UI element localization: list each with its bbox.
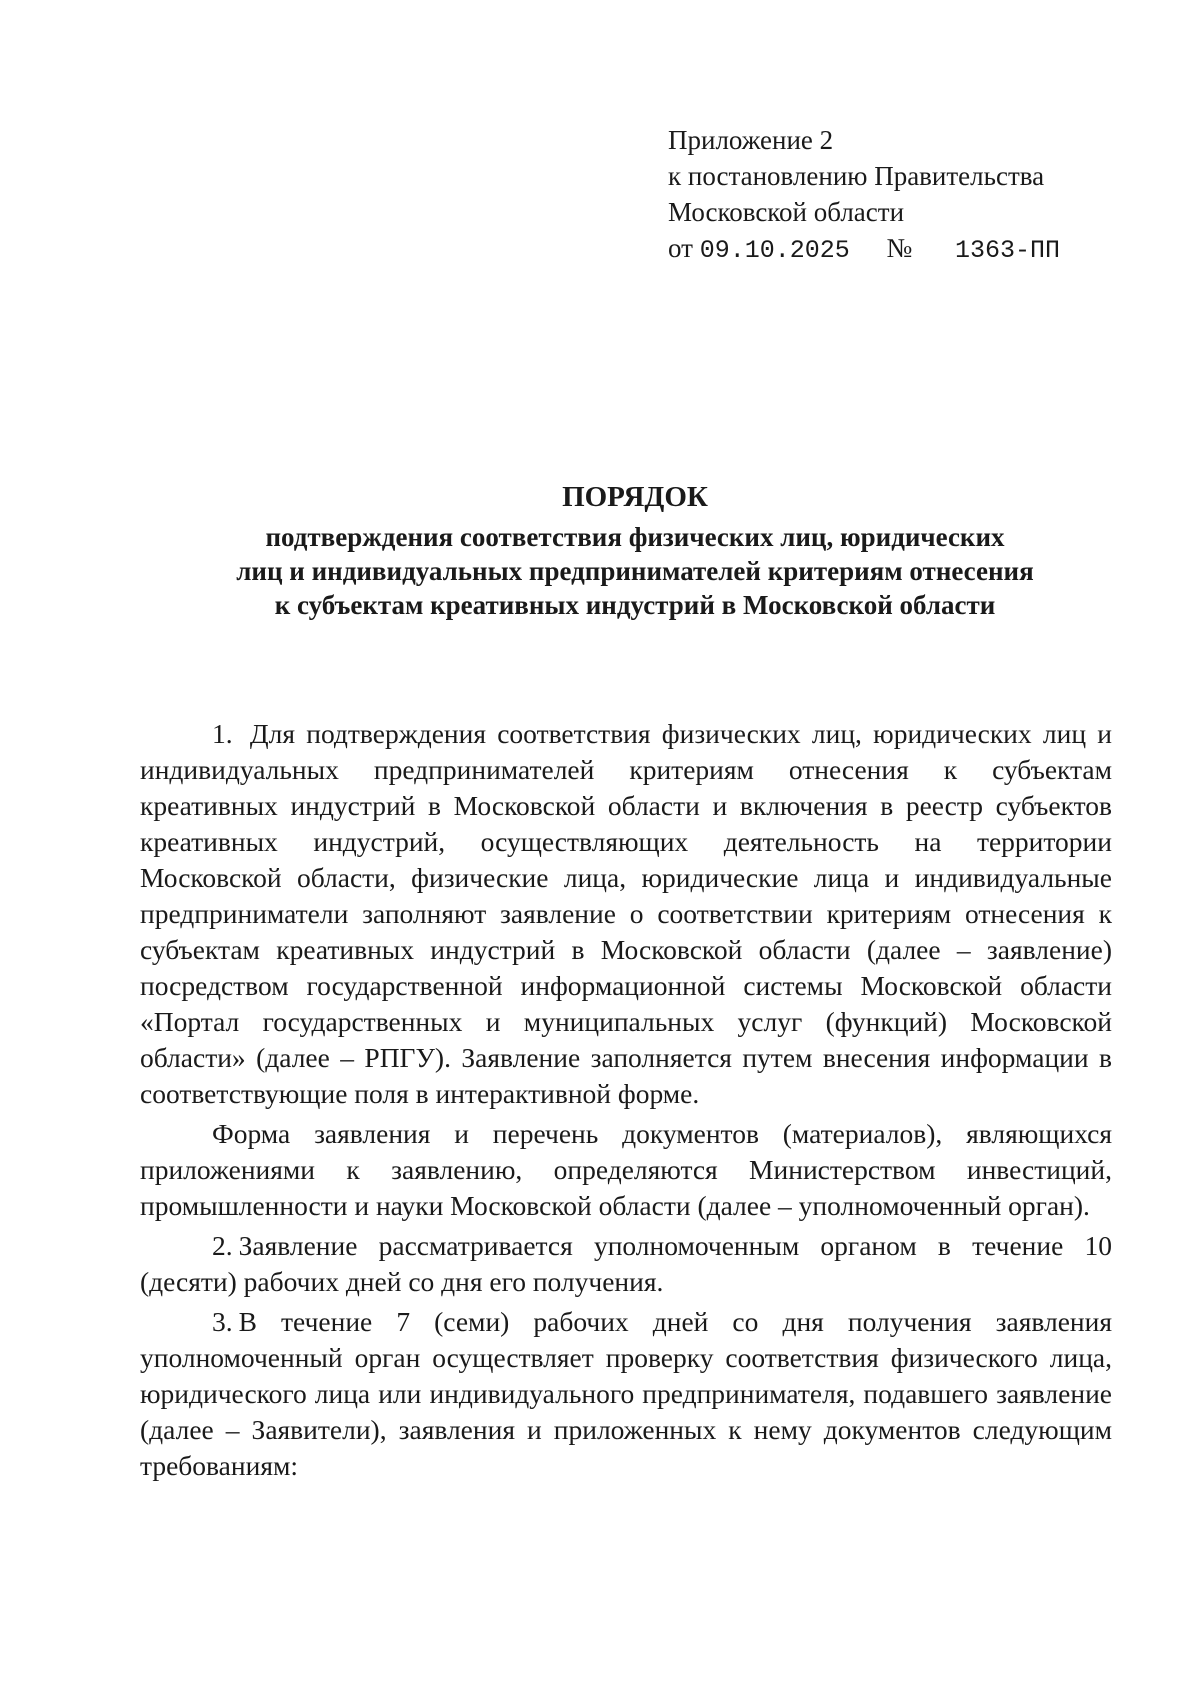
paragraph-2 xyxy=(140,1228,1112,1300)
paragraph-text: Для подтверждения соответствия физических лиц, юридических лиц и индивидуальных предпринимателей критериям отнесения к субъектам креативных индустрий в Московской области и включения в реестр субъектов креативных индустрий, осуществляющих деятельность на территории Московской области, физические лица, юридические лица и индивидуальные предприниматели заполняют заявление о соответствии критериям отнесения к субъектам креативных индустрий в Московской области (далее – заявление) посредством государственной информационной системы Московской области «Портал государственных и муниципальных услуг (функций) Московской области» (далее – РПГУ). Заявление заполняется путем внесения информации в соответствующие поля в интерактивной форме. xyxy=(140,718,1112,1109)
appendix-line-3: Московской области xyxy=(668,197,905,227)
title-sub-line-1: подтверждения соответствия физических лиц, юридических xyxy=(265,522,1005,552)
appendix-number-sign: № xyxy=(886,233,913,263)
paragraph-text: Форма заявления и перечень документов (материалов), являющихся приложениями к заявлению, определяются Министерством инвестиций, промышленности и науки Московской области (далее – уполномоченный орган). xyxy=(140,1118,1112,1221)
paragraph-number: 1. xyxy=(212,718,233,749)
appendix-number: 1363-ПП xyxy=(955,236,1061,265)
paragraph-number: 2. xyxy=(212,1230,233,1261)
title-subtitle xyxy=(140,520,1130,622)
title-sub-line-3: к субъектам креативных индустрий в Московской области xyxy=(274,590,996,620)
title-sub-line-2: лиц и индивидуальных предпринимателей критериям отнесения xyxy=(236,556,1034,586)
paragraph-text: Заявление рассматривается уполномоченным органом в течение 10 (десяти) рабочих дней со дня его получения. xyxy=(140,1230,1112,1297)
title-main: ПОРЯДОК xyxy=(562,481,708,513)
paragraph-1-continued xyxy=(140,1116,1112,1224)
paragraph-3 xyxy=(140,1304,1112,1484)
paragraph-1 xyxy=(140,716,1112,1112)
appendix-line-2: к постановлению Правительства xyxy=(668,161,1045,191)
document-body xyxy=(140,716,1112,1488)
appendix-header xyxy=(668,122,1060,269)
appendix-from-label: от xyxy=(668,233,693,263)
appendix-date-line xyxy=(668,230,1060,269)
document-title xyxy=(140,478,1130,622)
appendix-line-1: Приложение 2 xyxy=(668,125,834,155)
appendix-date: 09.10.2025 xyxy=(699,236,850,265)
paragraph-number: 3. xyxy=(212,1306,233,1337)
paragraph-text: В течение 7 (семи) рабочих дней со дня получения заявления уполномоченный орган осуществляет проверку соответствия физического лица, юридического лица или индивидуального предпринимателя, подавшего заявление (далее – Заявители), заявления и приложенных к нему документов следующим требованиям: xyxy=(140,1306,1112,1481)
